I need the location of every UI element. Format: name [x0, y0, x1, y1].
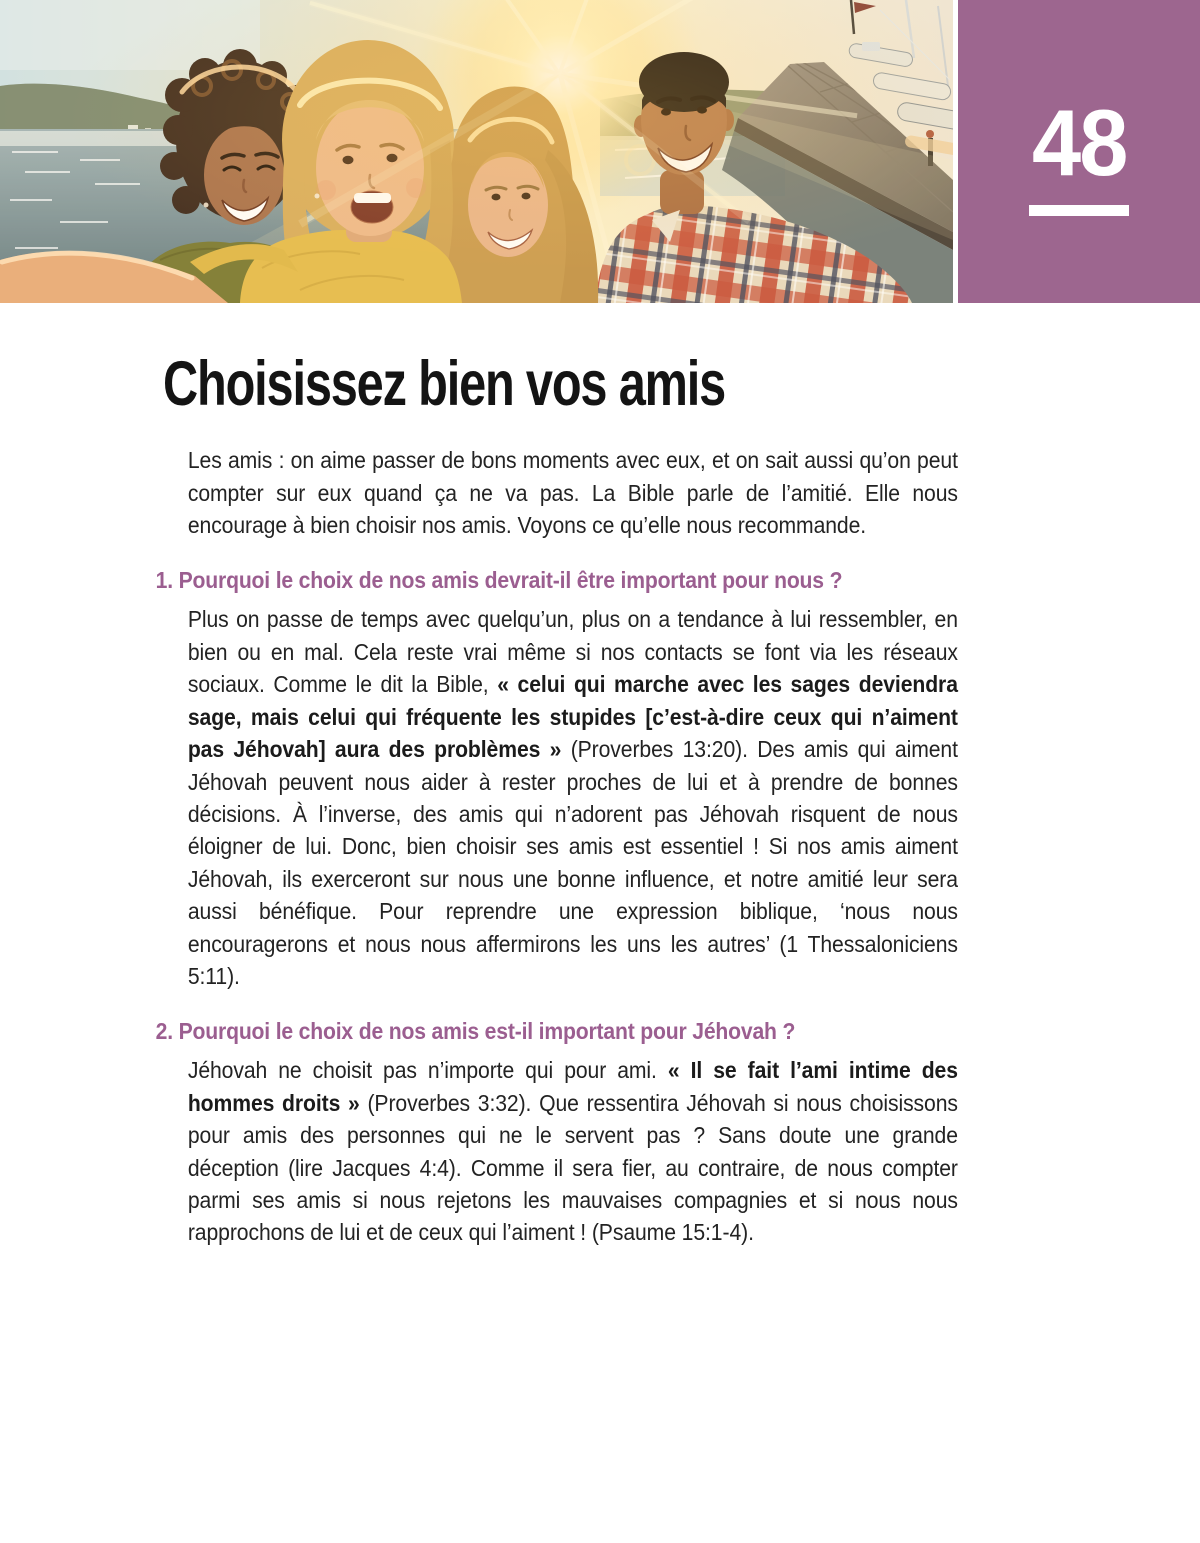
question-heading-1: 1. Pourquoi le choix de nos amis devrait-il être important pour nous ?	[155, 567, 843, 594]
chapter-number-badge	[958, 0, 1200, 303]
section-1	[155, 565, 958, 992]
friends-selfie-photo	[0, 0, 953, 303]
study-paragraph-1: Plus on passe de temps avec quelqu’un, plus on a tendance à lui ressembler, en bien ou en mal. Cela reste vrai même si nos contacts se font via les réseaux sociaux. Comme le dit la Bible, « celui qui marche avec les sages deviendra sage, mais celui qui fréquente les stupides [c’est-à-dire ceux qui n’aiment pas Jéhovah] aura des problèmes » (Proverbes 13:20). Des amis qui aiment Jéhovah peuvent nous aider à rester proches de lui et à prendre de bonnes décisions. À l’inverse, des amis qui n’adorent pas Jéhovah risquent de nous éloigner de lui. Donc, bien choisir ses amis est essentiel ! Si nos amis aiment Jéhovah, ils exerceront sur nous une bonne influence, et notre amitié leur sera aussi bénéfique. Pour reprendre une expression biblique, ‘nous nous encouragerons et nous nous affermirons les uns les autres’ (1 Thessaloniciens 5:11).	[187, 606, 958, 989]
intro-paragraph: Les amis : on aime passer de bons moments avec eux, et on sait aussi qu’on peut compter sur eux quand ça ne va pas. La Bible parle de l’amitié. Elle nous encourage à bien choisir nos amis. Voyons ce qu’elle nous recommande.	[187, 447, 958, 539]
study-paragraph-2: Jéhovah ne choisit pas n’importe qui pour ami. « Il se fait l’ami intime des hommes droits » (Proverbes 3:32). Que ressentira Jéhovah si nous choisissons pour amis des personnes qui ne le servent pas ? Sans doute une grande déception (lire Jacques 4:4). Comme il sera fier, au contraire, de nous compter parmi ses amis si nous rejetons les mauvaises compagnies et si nous nous rapprochons de lui et de ceux qui l’aiment ! (Psaume 15:1-4).	[187, 1057, 958, 1246]
chapter-number: 48	[1031, 89, 1127, 195]
question-heading-2: 2. Pourquoi le choix de nos amis est-il important pour Jéhovah ?	[155, 1018, 796, 1045]
chapter-banner	[0, 0, 1200, 303]
chapter-underline	[1029, 205, 1129, 216]
lesson-content	[155, 349, 958, 1249]
text-column	[155, 349, 958, 1249]
section-2	[155, 1016, 958, 1248]
photo-warm-overlay	[0, 0, 953, 303]
page-title: Choisissez bien vos amis	[163, 349, 726, 419]
